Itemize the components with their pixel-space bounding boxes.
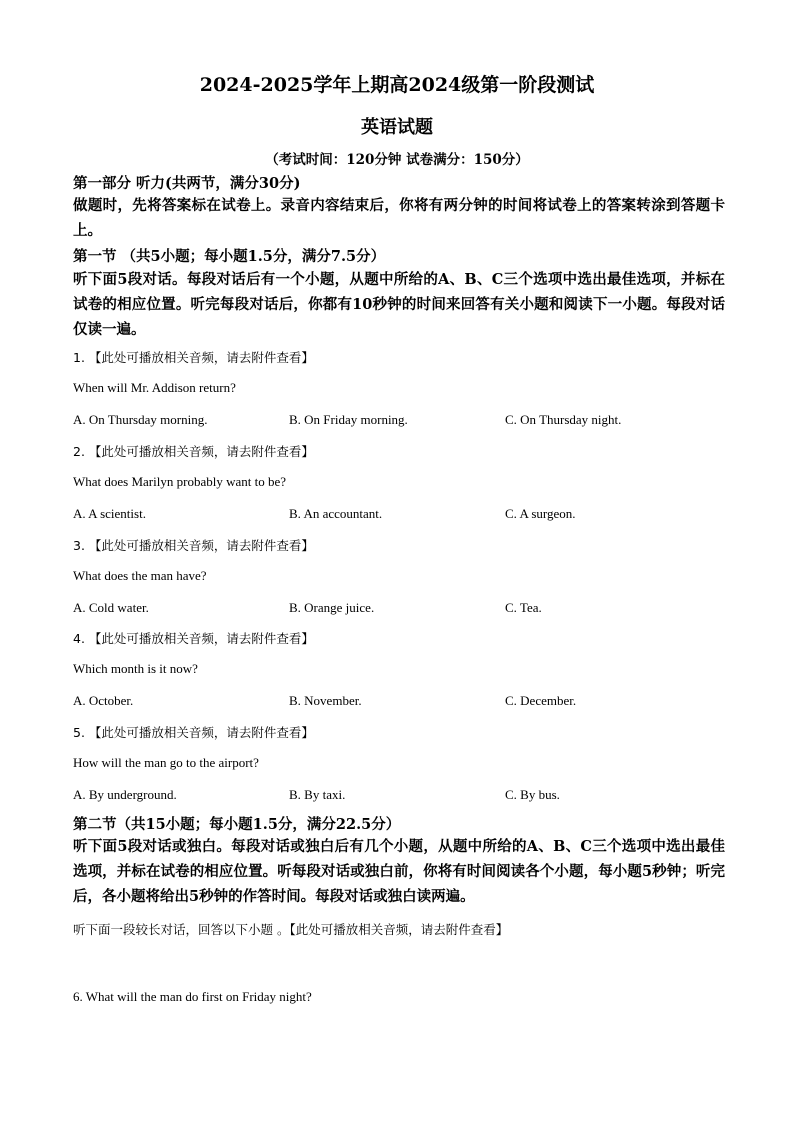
q2-option-c: C. A surgeon. bbox=[505, 506, 576, 521]
q4-option-c: C. December. bbox=[505, 693, 577, 708]
q4-option-b: B. November. bbox=[289, 693, 362, 708]
q1-option-b: B. On Friday morning. bbox=[289, 412, 408, 427]
q3-option-c: C. Tea. bbox=[505, 600, 542, 615]
long-dialogue-audio-link[interactable]: 听下面一段较长对话，回答以下小题 。【此处可播放相关音频，请去附件查看】 bbox=[73, 922, 509, 937]
audio-link-3[interactable]: 3. 【此处可播放相关音频，请去附件查看】 bbox=[73, 538, 314, 553]
q2-option-b: B. An accountant. bbox=[289, 506, 383, 521]
audio-link-5[interactable]: 5. 【此处可播放相关音频，请去附件查看】 bbox=[73, 725, 314, 740]
section1-intro: 听下面5段对话。每段对话后有一个小题，从题中所给的A、B、C三个选项中选出最佳选项，并标在试卷的相应位置。听完每段对话后，你都有10秒钟的时间来回答有关小题和阅读下一小题。每段对话仅读一遍。 bbox=[73, 271, 725, 338]
audio-link-1[interactable]: 1. 【此处可播放相关音频，请去附件查看】 bbox=[73, 350, 314, 365]
exam-info: （考试时间：120分钟 试卷满分：150分） bbox=[265, 152, 529, 168]
exam-title: 2024-2025学年上期高2024级第一阶段测试 bbox=[199, 74, 595, 96]
q5-option-a: A. By underground. bbox=[73, 787, 177, 802]
part1-intro: 做题时，先将答案标在试卷上。录音内容结束后，你将有两分钟的时间将试卷上的答案转涂到答题卡上。 bbox=[73, 197, 725, 239]
question-5-text: How will the man go to the airport? bbox=[73, 755, 259, 770]
q4-option-a: A. October. bbox=[73, 693, 134, 708]
question-2-text: What does Marilyn probably want to be? bbox=[73, 474, 286, 489]
question-3-text: What does the man have? bbox=[73, 568, 207, 583]
q5-option-b: B. By taxi. bbox=[289, 787, 346, 802]
section2-intro: 听下面5段对话或独白。每段对话或独白后有几个小题，从题中所给的A、B、C三个选项中选出最佳选项，并标在试卷的相应位置。听每段对话或独白前，你将有时间阅读各个小题，每小题5秒钟；听完后，各小题将给出5秒钟的作答时间。每段对话或独白读两遍。 bbox=[73, 838, 725, 905]
section2-heading: 第二节（共15小题；每小题1.5分，满分22.5分） bbox=[73, 816, 401, 833]
subject-title: 英语试题 bbox=[361, 117, 433, 138]
part1-heading: 第一部分 听力(共两节，满分30分) bbox=[73, 175, 301, 192]
q5-option-c: C. By bus. bbox=[505, 787, 560, 802]
q2-option-a: A. A scientist. bbox=[73, 506, 146, 521]
section1-heading: 第一节 （共5小题；每小题1.5分，满分7.5分） bbox=[73, 248, 386, 265]
question-4-text: Which month is it now? bbox=[73, 661, 198, 676]
q1-option-a: A. On Thursday morning. bbox=[73, 412, 208, 427]
q3-option-b: B. Orange juice. bbox=[289, 600, 375, 615]
audio-link-4[interactable]: 4. 【此处可播放相关音频，请去附件查看】 bbox=[73, 631, 314, 646]
question-6-text: 6. What will the man do first on Friday night? bbox=[73, 989, 312, 1004]
audio-link-2[interactable]: 2. 【此处可播放相关音频，请去附件查看】 bbox=[73, 444, 314, 459]
q3-option-a: A. Cold water. bbox=[73, 600, 149, 615]
q1-option-c: C. On Thursday night. bbox=[505, 412, 622, 427]
question-1-text: When will Mr. Addison return? bbox=[73, 380, 236, 395]
